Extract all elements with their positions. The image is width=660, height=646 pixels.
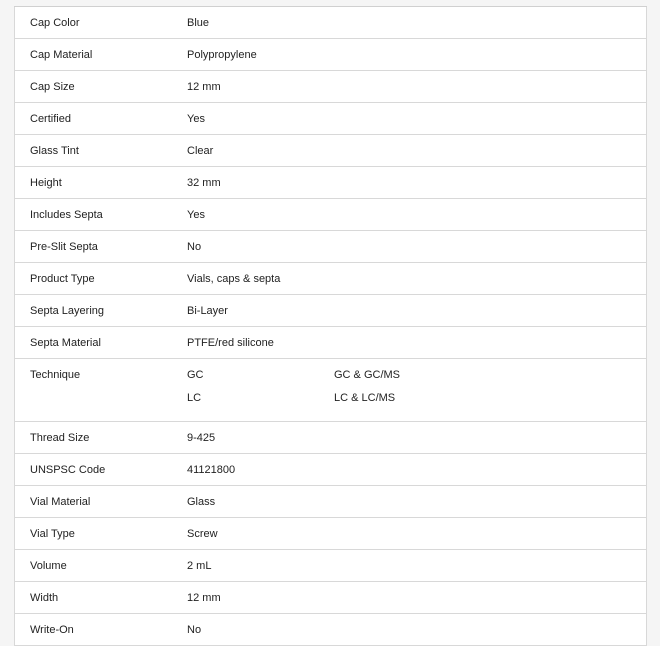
spec-value: Polypropylene xyxy=(187,39,647,71)
spec-value: PTFE/red silicone xyxy=(187,327,647,359)
spec-label: Width xyxy=(15,582,188,614)
technique-value: GC xyxy=(187,369,204,381)
spec-value: 12 mm xyxy=(187,71,647,103)
spec-value: Vials, caps & septa xyxy=(187,263,647,295)
spec-label: Write-On xyxy=(15,614,188,646)
spec-value: 9-425 xyxy=(187,422,647,454)
spec-row-cap-size xyxy=(15,71,647,103)
spec-row-technique xyxy=(15,359,647,422)
spec-value: Blue xyxy=(187,7,647,39)
spec-label: Height xyxy=(15,167,188,199)
spec-value: 2 mL xyxy=(187,550,647,582)
spec-row-cap-color xyxy=(15,7,647,39)
spec-row-width xyxy=(15,582,647,614)
spec-value: Yes xyxy=(187,199,647,231)
spec-value: Glass xyxy=(187,486,647,518)
spec-label: Pre-Slit Septa xyxy=(15,231,188,263)
spec-value: 12 mm xyxy=(187,582,647,614)
technique-value: LC & LC/MS xyxy=(334,392,396,404)
spec-row-height xyxy=(15,167,647,199)
spec-value xyxy=(187,359,647,422)
spec-row-write-on xyxy=(15,614,647,646)
spec-value: 41121800 xyxy=(187,454,647,486)
spec-label: Technique xyxy=(15,359,188,422)
spec-label: Glass Tint xyxy=(15,135,188,167)
technique-value-list xyxy=(187,369,627,415)
spec-label: Volume xyxy=(15,550,188,582)
spec-label: Vial Type xyxy=(15,518,188,550)
spec-row-unspsc-code xyxy=(15,454,647,486)
spec-label: Cap Material xyxy=(15,39,188,71)
spec-row-septa-layering xyxy=(15,295,647,327)
spec-value: No xyxy=(187,614,647,646)
spec-label: UNSPSC Code xyxy=(15,454,188,486)
spec-value: 32 mm xyxy=(187,167,647,199)
spec-label: Vial Material xyxy=(15,486,188,518)
spec-row-glass-tint xyxy=(15,135,647,167)
technique-value: GC & GC/MS xyxy=(334,369,401,381)
spec-row-vial-type xyxy=(15,518,647,550)
product-specifications-table xyxy=(14,6,647,646)
spec-value: Screw xyxy=(187,518,647,550)
technique-value: LC xyxy=(187,392,202,404)
spec-label: Septa Material xyxy=(15,327,188,359)
spec-label: Cap Size xyxy=(15,71,188,103)
spec-label: Thread Size xyxy=(15,422,188,454)
spec-row-pre-slit-septa xyxy=(15,231,647,263)
spec-value: Yes xyxy=(187,103,647,135)
spec-row-septa-material xyxy=(15,327,647,359)
spec-row-certified xyxy=(15,103,647,135)
spec-value: Clear xyxy=(187,135,647,167)
spec-row-cap-material xyxy=(15,39,647,71)
spec-row-product-type xyxy=(15,263,647,295)
spec-label: Includes Septa xyxy=(15,199,188,231)
spec-label: Cap Color xyxy=(15,7,188,39)
spec-row-includes-septa xyxy=(15,199,647,231)
spec-row-vial-material xyxy=(15,486,647,518)
spec-label: Product Type xyxy=(15,263,188,295)
spec-row-thread-size xyxy=(15,422,647,454)
spec-value: Bi-Layer xyxy=(187,295,647,327)
spec-label: Septa Layering xyxy=(15,295,188,327)
spec-row-volume xyxy=(15,550,647,582)
spec-value: No xyxy=(187,231,647,263)
spec-label: Certified xyxy=(15,103,188,135)
